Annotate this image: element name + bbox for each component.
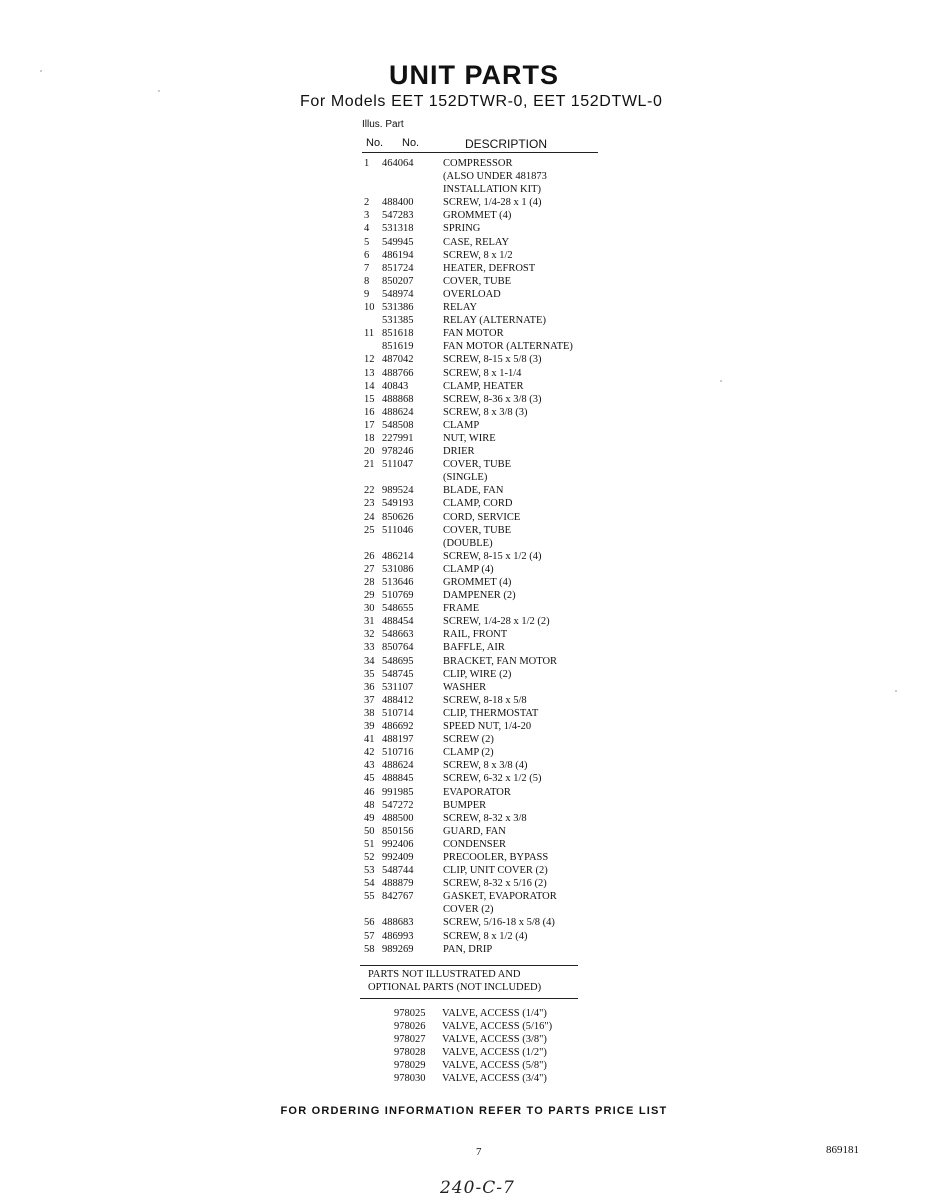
part-row <box>364 406 664 419</box>
part-number: 978028 <box>394 1047 426 1059</box>
part-number: 488500 <box>382 812 414 824</box>
illus-number: 57 <box>364 930 375 942</box>
part-number: 531318 <box>382 223 414 235</box>
part-number: 488454 <box>382 616 414 628</box>
part-number: 486214 <box>382 550 414 562</box>
part-description: COVER, TUBE <box>443 459 512 471</box>
part-description: SCREW, 8-18 x 5/8 <box>443 694 527 706</box>
illus-number: 43 <box>364 760 375 772</box>
part-description: COMPRESSOR <box>443 158 513 169</box>
part-description: CASE, RELAY <box>443 236 510 248</box>
part-row <box>364 916 664 929</box>
illus-number: 51 <box>364 838 375 850</box>
part-description: HEATER, DEFROST <box>443 262 536 274</box>
illus-number: 52 <box>364 851 375 863</box>
part-number: 850207 <box>382 275 414 287</box>
document-number: 869181 <box>826 1144 859 1156</box>
part-description: DAMPENER (2) <box>443 590 516 602</box>
part-row <box>364 249 664 262</box>
part-description: RELAY <box>443 302 478 314</box>
part-description: SCREW, 8 x 1/2 <box>443 249 513 261</box>
illus-number: 23 <box>364 498 375 510</box>
illus-number: 12 <box>364 354 375 366</box>
illus-number: 22 <box>364 485 375 497</box>
part-description: VALVE, ACCESS (3/4") <box>442 1073 547 1085</box>
part-row <box>364 236 664 249</box>
part-description: SCREW, 1/4-28 x 1 (4) <box>443 197 542 209</box>
scan-speck <box>158 90 160 92</box>
illus-number: 50 <box>364 825 375 837</box>
part-number: 511046 <box>382 524 414 536</box>
part-description: SCREW, 8 x 1/2 (4) <box>443 930 528 942</box>
part-row <box>364 170 664 183</box>
part-row <box>364 694 664 707</box>
part-row <box>364 445 664 458</box>
part-row <box>364 471 664 484</box>
part-number: 842767 <box>382 891 414 903</box>
part-description: BRACKET, FAN MOTOR <box>443 655 558 667</box>
illus-number: 30 <box>364 603 375 615</box>
illus-number: 10 <box>364 302 375 314</box>
part-row <box>364 589 664 602</box>
part-row <box>364 157 664 170</box>
illus-number: 56 <box>364 917 375 929</box>
illus-number: 53 <box>364 865 375 877</box>
part-description: SCREW, 8-32 x 3/8 <box>443 812 527 824</box>
part-number: 511047 <box>382 459 414 471</box>
part-number: 851618 <box>382 328 414 340</box>
part-row <box>364 183 664 196</box>
part-row <box>364 943 664 956</box>
part-row <box>364 432 664 445</box>
part-description: WASHER <box>443 681 487 693</box>
part-number: 850764 <box>382 642 414 654</box>
illus-number: 16 <box>364 406 375 418</box>
part-row <box>364 511 664 524</box>
part-row <box>364 314 664 327</box>
part-row <box>364 707 664 720</box>
illus-number: 54 <box>364 878 375 890</box>
illus-part-header: Illus. Part <box>362 119 404 130</box>
part-description: SCREW, 8 x 1-1/4 <box>443 367 522 379</box>
part-row <box>364 340 664 353</box>
part-number: 978246 <box>382 446 414 458</box>
part-description: PRECOOLER, BYPASS <box>443 851 549 863</box>
part-row <box>364 772 664 785</box>
part-row <box>364 393 664 406</box>
illus-number: 42 <box>364 747 375 759</box>
part-description: CLIP, THERMOSTAT <box>443 707 539 719</box>
part-row <box>364 327 664 340</box>
part-number: 978026 <box>394 1021 426 1033</box>
part-row <box>364 576 664 589</box>
illus-number: 39 <box>364 721 375 733</box>
part-description: NUT, WIRE <box>443 432 496 444</box>
part-number: 488683 <box>382 917 414 929</box>
note-line-2: OPTIONAL PARTS (NOT INCLUDED) <box>368 982 542 993</box>
part-description: SPEED NUT, 1/4-20 <box>443 721 532 733</box>
illus-number: 11 <box>364 328 375 340</box>
part-number: 488868 <box>382 393 414 405</box>
part-description: SCREW (2) <box>443 734 494 746</box>
part-description: VALVE, ACCESS (1/4") <box>442 1008 547 1019</box>
part-description: COVER, TUBE <box>443 275 512 287</box>
part-number: 464064 <box>382 158 414 169</box>
part-description: SCREW, 8-36 x 3/8 (3) <box>443 393 542 405</box>
illus-number: 8 <box>364 275 370 287</box>
part-row <box>364 196 664 209</box>
part-no-header: No. <box>402 137 420 149</box>
part-number: 488197 <box>382 734 414 746</box>
part-row <box>364 353 664 366</box>
part-row <box>364 825 664 838</box>
illus-number: 13 <box>364 367 375 379</box>
illus-number: 35 <box>364 668 375 680</box>
part-description: COVER, TUBE <box>443 524 512 536</box>
part-row <box>364 759 664 772</box>
illus-number: 25 <box>364 524 375 536</box>
part-description: CONDENSER <box>443 838 507 850</box>
part-row <box>364 550 664 563</box>
part-number: 548508 <box>382 419 414 431</box>
part-number: 531385 <box>382 315 414 327</box>
part-number: 989524 <box>382 485 414 497</box>
part-number: 531086 <box>382 563 414 575</box>
part-description: SCREW, 6-32 x 1/2 (5) <box>443 773 542 785</box>
part-number: 549193 <box>382 498 414 510</box>
part-description: SCREW, 8-15 x 1/2 (4) <box>443 550 542 562</box>
illus-number: 45 <box>364 773 375 785</box>
part-number: 227991 <box>382 432 414 444</box>
illus-number: 31 <box>364 616 375 628</box>
part-number: 547283 <box>382 210 414 222</box>
illus-number: 36 <box>364 681 375 693</box>
part-row <box>364 746 664 759</box>
part-number: 850156 <box>382 825 414 837</box>
part-description: SCREW, 8 x 3/8 (4) <box>443 760 528 772</box>
part-number: 488412 <box>382 694 414 706</box>
part-description: CLAMP <box>443 419 480 431</box>
part-description: SCREW, 1/4-28 x 1/2 (2) <box>443 616 550 628</box>
part-description: RAIL, FRONT <box>443 629 508 641</box>
part-description: VALVE, ACCESS (3/8") <box>442 1034 547 1046</box>
part-description: BAFFLE, AIR <box>443 642 505 654</box>
part-number: 531386 <box>382 302 414 314</box>
models-subtitle: For Models EET 152DTWR-0, EET 152DTWL-0 <box>300 93 663 110</box>
part-description: PAN, DRIP <box>443 943 493 955</box>
part-description: CLAMP, CORD <box>443 498 513 510</box>
part-description: DRIER <box>443 446 475 458</box>
part-row <box>364 628 664 641</box>
part-number: 40843 <box>382 380 409 392</box>
part-description: CLAMP (2) <box>443 747 494 759</box>
part-number: 513646 <box>382 577 414 588</box>
part-row <box>364 563 664 576</box>
part-description: FAN MOTOR <box>443 328 504 340</box>
illus-number: 18 <box>364 432 375 444</box>
part-number: 486692 <box>382 721 414 733</box>
part-row <box>364 222 664 235</box>
part-number: 488845 <box>382 773 414 785</box>
part-description: (DOUBLE) <box>443 537 493 549</box>
illus-number: 46 <box>364 786 375 798</box>
part-row <box>364 903 664 916</box>
part-description: CLIP, WIRE (2) <box>443 668 512 680</box>
part-row <box>364 786 664 799</box>
ordering-info-footer: FOR ORDERING INFORMATION REFER TO PARTS PRICE LIST <box>280 1105 668 1117</box>
illus-number: 29 <box>364 590 375 602</box>
part-number: 488766 <box>382 367 414 379</box>
part-description: COVER (2) <box>443 904 494 916</box>
illus-number: 4 <box>364 223 370 235</box>
part-number: 978029 <box>394 1060 426 1072</box>
parts-list <box>364 157 664 956</box>
part-description: SPRING <box>443 223 481 235</box>
part-row <box>364 275 664 288</box>
description-header: DESCRIPTION <box>465 137 548 151</box>
part-row <box>364 681 664 694</box>
part-description: EVAPORATOR <box>443 786 511 798</box>
handwritten-note: 240-C-7 <box>440 1178 515 1198</box>
illus-number: 17 <box>364 419 375 431</box>
illus-number: 48 <box>364 799 375 811</box>
illus-number: 24 <box>364 511 375 523</box>
illus-number: 58 <box>364 943 375 955</box>
part-number: 548655 <box>382 603 414 615</box>
part-description: SCREW, 5/16-18 x 5/8 (4) <box>443 917 555 929</box>
part-description: FRAME <box>443 603 480 615</box>
part-number: 978027 <box>394 1034 426 1046</box>
illus-number: 38 <box>364 707 375 719</box>
illus-number: 1 <box>364 158 370 169</box>
part-number: 992406 <box>382 838 414 850</box>
part-description: SCREW, 8-15 x 5/8 (3) <box>443 354 542 366</box>
part-description: CLAMP (4) <box>443 563 494 575</box>
part-number: 549945 <box>382 236 414 248</box>
part-row <box>364 720 664 733</box>
illus-number: 33 <box>364 642 375 654</box>
part-row <box>364 497 664 510</box>
part-description: VALVE, ACCESS (5/8") <box>442 1060 547 1072</box>
illus-number: 3 <box>364 210 370 222</box>
illus-number: 41 <box>364 734 375 746</box>
illus-number: 21 <box>364 459 375 471</box>
part-row <box>364 733 664 746</box>
scan-speck <box>40 70 42 72</box>
note-divider-bottom <box>360 998 578 999</box>
part-number: 548745 <box>382 668 414 680</box>
part-row <box>364 930 664 943</box>
illus-number: 9 <box>364 288 370 300</box>
page-title: UNIT PARTS <box>389 60 559 90</box>
part-row <box>364 668 664 681</box>
part-number: 487042 <box>382 354 414 366</box>
part-number: 548663 <box>382 629 414 641</box>
part-description: (SINGLE) <box>443 472 488 484</box>
part-description: VALVE, ACCESS (5/16") <box>442 1021 553 1033</box>
illus-number: 7 <box>364 262 370 274</box>
part-number: 510769 <box>382 590 414 602</box>
part-number: 488879 <box>382 878 414 890</box>
part-row <box>364 458 664 471</box>
part-row <box>364 301 664 314</box>
part-number: 548744 <box>382 865 414 877</box>
illus-number: 6 <box>364 249 370 261</box>
part-number: 992409 <box>382 851 414 863</box>
scan-speck <box>895 690 897 692</box>
part-number: 548974 <box>382 288 414 300</box>
part-number: 978025 <box>394 1008 426 1019</box>
part-row <box>364 380 664 393</box>
illus-number: 5 <box>364 236 370 248</box>
part-description: RELAY (ALTERNATE) <box>443 315 546 327</box>
part-description: BLADE, FAN <box>443 485 504 497</box>
illus-number: 32 <box>364 629 375 641</box>
illus-no-header: No. <box>366 137 384 149</box>
illus-number: 28 <box>364 577 375 588</box>
part-description: GROMMET (4) <box>443 577 512 588</box>
part-number: 486993 <box>382 930 414 942</box>
part-row <box>364 537 664 550</box>
part-number: 548695 <box>382 655 414 667</box>
part-row <box>364 641 664 654</box>
illus-number: 14 <box>364 380 375 392</box>
part-description: GUARD, FAN <box>443 825 506 837</box>
part-number: 488624 <box>382 406 414 418</box>
part-number: 547272 <box>382 799 414 811</box>
part-row <box>364 288 664 301</box>
part-row <box>364 812 664 825</box>
illus-number: 37 <box>364 694 375 706</box>
part-number: 510716 <box>382 747 414 759</box>
part-number: 488400 <box>382 197 414 209</box>
part-number: 531107 <box>382 681 414 693</box>
part-row <box>364 655 664 668</box>
illus-number: 49 <box>364 812 375 824</box>
part-description: FAN MOTOR (ALTERNATE) <box>443 341 573 353</box>
part-description: OVERLOAD <box>443 288 501 300</box>
illus-number: 2 <box>364 197 370 209</box>
part-number: 978030 <box>394 1073 426 1085</box>
header-divider <box>362 152 598 153</box>
illus-number: 20 <box>364 446 375 458</box>
part-number: 989269 <box>382 943 414 955</box>
page-number: 7 <box>476 1146 482 1158</box>
part-description: SCREW, 8-32 x 5/16 (2) <box>443 878 547 890</box>
part-description: CORD, SERVICE <box>443 511 521 523</box>
illus-number: 34 <box>364 655 375 667</box>
part-description: GASKET, EVAPORATOR <box>443 891 557 903</box>
part-row <box>364 615 664 628</box>
part-number: 991985 <box>382 786 414 798</box>
part-number: 488624 <box>382 760 414 772</box>
part-row <box>364 602 664 615</box>
part-row <box>364 838 664 851</box>
part-description: (ALSO UNDER 481873 <box>443 171 547 183</box>
part-row <box>364 524 664 537</box>
part-description: BUMPER <box>443 799 487 811</box>
part-description: CLIP, UNIT COVER (2) <box>443 865 548 877</box>
scan-speck <box>720 380 722 382</box>
note-line-1: PARTS NOT ILLUSTRATED AND <box>368 969 521 980</box>
part-description: VALVE, ACCESS (1/2") <box>442 1047 547 1059</box>
part-number: 486194 <box>382 249 414 261</box>
not-illustrated-note <box>368 968 541 994</box>
part-description: INSTALLATION KIT) <box>443 184 542 196</box>
part-row <box>364 484 664 497</box>
illus-number: 27 <box>364 563 375 575</box>
part-description: CLAMP, HEATER <box>443 380 524 392</box>
part-number: 851619 <box>382 341 414 353</box>
part-row <box>364 367 664 380</box>
part-row <box>364 799 664 812</box>
illus-number: 15 <box>364 393 375 405</box>
part-row <box>364 209 664 222</box>
part-row <box>364 419 664 432</box>
part-row <box>364 864 664 877</box>
note-divider-top <box>360 965 578 966</box>
part-row <box>364 877 664 890</box>
illus-number: 55 <box>364 891 375 903</box>
part-number: 510714 <box>382 707 414 719</box>
part-row <box>364 851 664 864</box>
part-description: SCREW, 8 x 3/8 (3) <box>443 406 528 418</box>
illus-number: 26 <box>364 550 375 562</box>
part-description: GROMMET (4) <box>443 210 512 222</box>
part-row <box>364 890 664 903</box>
part-number: 851724 <box>382 262 414 274</box>
part-number: 850626 <box>382 511 414 523</box>
part-row <box>364 262 664 275</box>
